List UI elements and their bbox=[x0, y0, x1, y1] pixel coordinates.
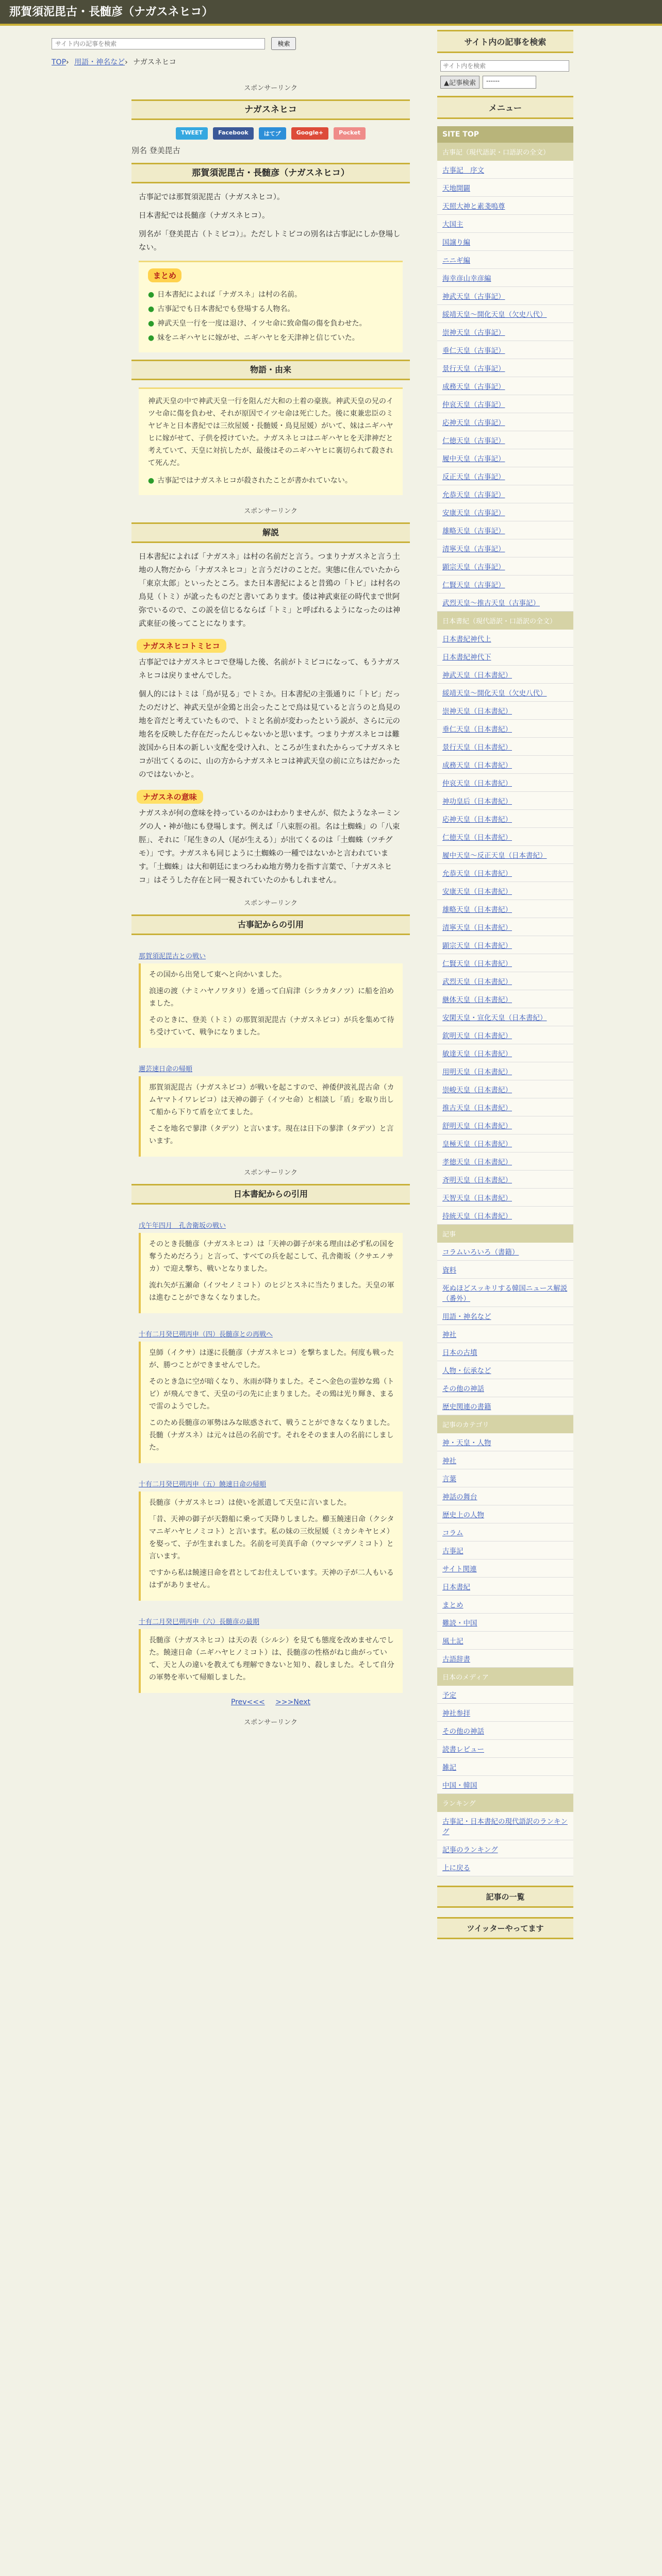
sidebar-item bbox=[437, 756, 573, 774]
prev-link[interactable]: Prev<<< bbox=[231, 1698, 265, 1706]
sidebar-item bbox=[437, 882, 573, 900]
sidebar-item-link[interactable]: 上に戻る bbox=[442, 1864, 470, 1872]
kaisetsu-bar: 解説 bbox=[131, 522, 410, 543]
subhead2-paragraph: ナガスネが何の意味を持っているのかはわかりませんが、似たようなネーミングの人・神が他にも登場します。例えば「八束脛の祖。名は土蜘蛛」の「八束脛」、それに「尾生きの人（尾が生える）」が出てくるのは「土蜘蛛（ツチグモ）」です。ナガスネも同じように土蜘蛛の一種ではないかと言われています。「土蜘蛛」は大和朝廷にまつろわぬ地方勢力を指す言葉で、「ナガスネヒコ」はそうした存在と同一視されていたのかもしれません。 bbox=[139, 809, 401, 885]
shoki-quote bbox=[139, 1342, 403, 1463]
sidebar-item bbox=[437, 1261, 573, 1279]
sidebar-item bbox=[437, 323, 573, 341]
sidebar-item bbox=[437, 954, 573, 972]
sidebar-item bbox=[437, 539, 573, 557]
ad-label: スポンサーリンク bbox=[244, 1719, 297, 1726]
ad-label: スポンサーリンク bbox=[244, 900, 297, 907]
sidebar-item-link[interactable]: 仲哀天皇（古事記） bbox=[442, 401, 505, 409]
sidebar-item bbox=[437, 287, 573, 305]
sidebar-item-link[interactable]: 古語辞書 bbox=[442, 1655, 470, 1664]
sidebar-item bbox=[437, 395, 573, 413]
sidebar-item-link[interactable]: 安閑天皇・宣化天皇（日本書紀） bbox=[442, 1014, 547, 1022]
sidebar-item-link[interactable]: 持統天皇（日本書紀） bbox=[442, 1212, 512, 1221]
shoki-quote bbox=[139, 1629, 403, 1693]
sidebar-item bbox=[437, 1433, 573, 1451]
summary-text: 古事記でも日本書紀でも登場する人物名。 bbox=[157, 305, 295, 313]
sidebar-item-link[interactable]: 舒明天皇（日本書紀） bbox=[442, 1122, 512, 1130]
sidebar-item-link[interactable]: 日本書紀神代上 bbox=[442, 635, 491, 643]
sidebar-item bbox=[437, 215, 573, 233]
sidebar-item-link[interactable]: コラムいろいろ（書籍） bbox=[442, 1248, 519, 1257]
origin-bar: 物語・由来 bbox=[131, 360, 410, 380]
sidebar-item-link[interactable]: 雄略天皇（古事記） bbox=[442, 527, 505, 535]
kojiki-quote-link[interactable]: 那賀須泥毘古との戦い bbox=[139, 953, 206, 960]
sidebar-item-link[interactable]: その他の神話 bbox=[442, 1385, 484, 1393]
sidebar-item bbox=[437, 251, 573, 269]
sidebar-item-link[interactable]: 仁徳天皇（古事記） bbox=[442, 437, 505, 445]
origin-bullet-text: 古事記ではナガスネヒコが殺されたことが書かれていない。 bbox=[157, 477, 352, 485]
sidebar-item-link[interactable]: 武烈天皇（日本書紀） bbox=[442, 978, 512, 986]
site-title: 那賀須泥毘古・長髄彦（ナガスネヒコ） bbox=[9, 6, 213, 19]
quote-paragraph: このため長髄彦の軍勢はみな眩惑されて、戦うことができなくなりました。長髄（ナガスネ）は元々は邑の名前です。それをそのまま人の名前にしました。 bbox=[149, 1419, 394, 1452]
menu-title: メニュー bbox=[437, 96, 573, 119]
sidebar-item bbox=[437, 1134, 573, 1153]
sidebar-item bbox=[437, 792, 573, 810]
ad-label: スポンサーリンク bbox=[244, 84, 297, 92]
sidebar-item-link[interactable]: 成務天皇（古事記） bbox=[442, 383, 505, 391]
sidebar-item bbox=[437, 1397, 573, 1415]
origin-text: 神武天皇の中で神武天皇一行を阻んだ大和の土着の豪族。神武天皇の兄のイツセ命に傷を負わせ、それが原因でイツセ命は死亡した。後に東兼忠臣のミヤビキと日本書紀では三炊屋媛・長髄媛・鳥見屋媛）がいて、妹はニギハヤヒに嫁がせて、子供を授けていた。ナガスネヒコはニギハヤヒを天津神だと考えていて、天皇に対抗したが、最後はそのニギハヤヒに裏切られて殺されて死んだ。 bbox=[148, 397, 393, 467]
quote-paragraph: 長髄彦（ナガスネヒコ）は使いを派遣して天皇に言いました。 bbox=[149, 1499, 351, 1507]
quote-paragraph: その国から出発して東へと向かいました。 bbox=[149, 971, 286, 979]
sidebar-item bbox=[437, 936, 573, 954]
subhead1-paragraph: 古事記ではナガスネヒコで登場した後、名前がトミビコになって、もうナガスネヒコは戻りませんでした。 bbox=[139, 658, 400, 680]
sidebar-item bbox=[437, 1451, 573, 1469]
origin-bullet bbox=[148, 474, 393, 487]
intro-text bbox=[131, 191, 410, 255]
sidebar-item bbox=[437, 810, 573, 828]
quote-paragraph: そのとき急に空が暗くなり、氷雨が降りました。そこへ金色の霊妙な鵄（トビ）が飛んできて、天皇の弓の先に止まりました。その鵄は光り輝き、まるで雷のようでした。 bbox=[149, 1378, 394, 1411]
intro-line: 日本書紀では長髄彦（ナガスネヒコ）。 bbox=[139, 212, 270, 220]
sidebar-item-link[interactable]: 神武天皇（日本書紀） bbox=[442, 671, 512, 680]
quote-paragraph: 浪速の渡（ナミハヤノワタリ）を通って白肩津（シラカタノツ）に船を泊めました。 bbox=[149, 987, 394, 1008]
quote-paragraph: 流れ矢が五瀬命（イツセノミコト）のヒジとスネに当たりました。天皇の軍は進むことができなくなりました。 bbox=[149, 1281, 394, 1302]
sidebar-item bbox=[437, 1858, 573, 1876]
sidebar-item bbox=[437, 413, 573, 431]
breadcrumb-top[interactable]: TOP bbox=[52, 58, 67, 66]
bullet-icon: ● bbox=[148, 477, 155, 485]
article-search-button[interactable]: ▲記事検索 bbox=[440, 76, 479, 89]
sidebar-item bbox=[437, 1153, 573, 1171]
kojiki-quote-link[interactable]: 邇芸速日命の帰順 bbox=[139, 1065, 193, 1073]
sidebar-item bbox=[437, 864, 573, 882]
sidebar-item-link[interactable]: 崇峻天皇（日本書紀） bbox=[442, 1086, 512, 1094]
sidebar-item bbox=[437, 702, 573, 720]
sidebar-item-link[interactable]: 垂仁天皇（古事記） bbox=[442, 347, 505, 355]
sidebar-item-link[interactable]: 推古天皇（日本書紀） bbox=[442, 1104, 512, 1112]
bullet-icon: ● bbox=[148, 319, 155, 328]
sidebar-item-link[interactable]: 仁賢天皇（古事記） bbox=[442, 581, 505, 589]
sidebar-item-link[interactable]: 天照大神と素戔嗚尊 bbox=[442, 202, 505, 211]
sidebar-item bbox=[437, 179, 573, 197]
sidebar-item-link[interactable]: 神・天皇・人物 bbox=[442, 1439, 491, 1447]
sidebar-item-link[interactable]: 神武天皇（古事記） bbox=[442, 293, 505, 301]
sidebar-item bbox=[437, 503, 573, 521]
google-plus-button[interactable]: Google+ bbox=[291, 127, 328, 140]
summary-item bbox=[148, 317, 393, 330]
quote-link bbox=[139, 1479, 403, 1488]
sidebar-item bbox=[437, 377, 573, 395]
top-bar bbox=[0, 0, 662, 26]
sidebar-item bbox=[437, 1026, 573, 1044]
subhead1-text bbox=[131, 656, 410, 782]
sidebar-item bbox=[437, 1062, 573, 1080]
quote-link bbox=[139, 1063, 403, 1073]
intro-line: 古事記では那賀須泥毘古（ナガスネヒコ）。 bbox=[139, 193, 285, 201]
sidebar-item-link[interactable]: 人物・伝承など bbox=[442, 1367, 491, 1375]
shoki-quote-link[interactable]: 十有二月癸巳朔丙申（五）饒速日命の帰順 bbox=[139, 1481, 267, 1488]
sidebar-item bbox=[437, 1243, 573, 1261]
quote-link bbox=[139, 951, 403, 960]
breadcrumb-current: ナガスネヒコ bbox=[133, 58, 176, 66]
sidebar-item-link[interactable]: 反正天皇（古事記） bbox=[442, 473, 505, 481]
sidebar-section-sub: 日本書紀（現代語訳・口語訳の全文） bbox=[437, 612, 573, 630]
top-search-button[interactable]: 検索 bbox=[271, 37, 296, 50]
sidebar-item bbox=[437, 648, 573, 666]
sidebar-item bbox=[437, 630, 573, 648]
sidebar-section-sub: 記事のカテゴリ bbox=[437, 1415, 573, 1433]
breadcrumb-separator: › bbox=[125, 58, 128, 66]
quote-link bbox=[139, 1329, 403, 1338]
sidebar-item-link[interactable]: 予定 bbox=[442, 1691, 456, 1700]
sidebar-item bbox=[437, 1704, 573, 1722]
sidebar-item-link[interactable]: 安康天皇（日本書紀） bbox=[442, 888, 512, 896]
sidebar-item-link[interactable]: 綏靖天皇〜開化天皇（欠史八代） bbox=[442, 311, 547, 319]
sidebar-item-link[interactable]: 武烈天皇〜推古天皇（古事記） bbox=[442, 599, 540, 607]
sidebar-item bbox=[437, 1325, 573, 1343]
sidebar-item-link[interactable]: 垂仁天皇（日本書紀） bbox=[442, 725, 512, 734]
name-bar: 那賀須泥毘古・長髄彦（ナガスネヒコ） bbox=[131, 163, 410, 183]
sidebar-item-link[interactable]: 日本書紀 bbox=[442, 1583, 470, 1591]
category-select[interactable]: ------ bbox=[483, 76, 536, 89]
sns-row-top bbox=[131, 127, 410, 140]
sidebar-item-link[interactable]: 神社参拝 bbox=[442, 1709, 470, 1718]
origin-box bbox=[139, 387, 403, 495]
sidebar-item bbox=[437, 1650, 573, 1668]
sidebar-item bbox=[437, 720, 573, 738]
sidebar-item bbox=[437, 1722, 573, 1740]
sidebar-item bbox=[437, 972, 573, 990]
summary-item bbox=[148, 289, 393, 301]
subhead2-text bbox=[131, 807, 410, 887]
sidebar-item-link[interactable]: 資料 bbox=[442, 1266, 456, 1275]
summary-label: まとめ bbox=[148, 268, 181, 282]
shoki-quote-link[interactable]: 十有二月癸巳朔丙申（四）長髄彦との再戦へ bbox=[139, 1331, 273, 1338]
article-list-button[interactable]: 記事の一覧 bbox=[437, 1886, 573, 1908]
summary-text: 日本書紀によれば「ナガスネ」は村の名前。 bbox=[157, 291, 302, 299]
sidebar-item bbox=[437, 684, 573, 702]
sidebar-item bbox=[437, 1171, 573, 1189]
sidebar-item-link[interactable]: 履中天皇（古事記） bbox=[442, 455, 505, 463]
sidebar-item bbox=[437, 1541, 573, 1560]
sidebar-item-link[interactable]: サイト関連 bbox=[442, 1565, 477, 1573]
sidebar-item-link[interactable]: 雄略天皇（日本書紀） bbox=[442, 906, 512, 914]
sidebar-item bbox=[437, 1279, 573, 1307]
sidebar-item-link[interactable]: 成務天皇（日本書紀） bbox=[442, 761, 512, 770]
sidebar-item-link[interactable]: 日本の古墳 bbox=[442, 1349, 477, 1357]
sidebar-item bbox=[437, 1379, 573, 1397]
sidebar-item-link[interactable]: 景行天皇（古事記） bbox=[442, 365, 505, 373]
sidebar-item-link[interactable]: 難読・中国 bbox=[442, 1619, 477, 1628]
subhead-tomibiko: ナガスネヒコトミヒコ bbox=[137, 639, 226, 653]
sidebar-section-sub: 日本のメディア bbox=[437, 1668, 573, 1686]
summary-text: 神武天皇一行を一度は退け、イツセ命に致命傷の傷を負わせた。 bbox=[157, 319, 367, 328]
sidebar-search-controls bbox=[440, 76, 570, 89]
shoki-quote bbox=[139, 1233, 403, 1313]
quote-paragraph: ですから私は饒速日命を君としてお仕えしています。天神の子が二人もいるはずがありません。 bbox=[149, 1569, 394, 1589]
sidebar-item bbox=[437, 1632, 573, 1650]
sidebar-item-link[interactable]: 仁賢天皇（日本書紀） bbox=[442, 960, 512, 968]
sidebar-item-link[interactable]: 死ぬほどスッキリする韓国ニュース解説（番外） bbox=[442, 1284, 568, 1303]
sidebar bbox=[437, 30, 573, 1942]
sidebar-item bbox=[437, 1812, 573, 1840]
sidebar-item bbox=[437, 1776, 573, 1794]
ad-label: スポンサーリンク bbox=[244, 507, 297, 515]
sidebar-item-link[interactable]: 大国主 bbox=[442, 221, 464, 229]
summary-box bbox=[139, 261, 403, 352]
sidebar-item-link[interactable]: 風土記 bbox=[442, 1637, 464, 1646]
sidebar-item-link[interactable]: 欽明天皇（日本書紀） bbox=[442, 1032, 512, 1040]
sidebar-item-link[interactable]: 清寧天皇（日本書紀） bbox=[442, 924, 512, 932]
sidebar-item-link[interactable]: 古事記 bbox=[442, 1547, 464, 1555]
sidebar-item-link[interactable]: コラム bbox=[442, 1529, 464, 1537]
sidebar-item bbox=[437, 594, 573, 612]
sidebar-item-link[interactable]: 用明天皇（日本書紀） bbox=[442, 1068, 512, 1076]
sidebar-item-link[interactable]: 斉明天皇（日本書紀） bbox=[442, 1176, 512, 1184]
sidebar-item-link[interactable]: 崇神天皇（日本書紀） bbox=[442, 707, 512, 716]
sidebar-item-link[interactable]: 歴史上の人物 bbox=[442, 1511, 484, 1519]
sidebar-item-link[interactable]: 敏達天皇（日本書紀） bbox=[442, 1050, 512, 1058]
sidebar-item-link[interactable]: 応神天皇（古事記） bbox=[442, 419, 505, 427]
shoki-quote-bar: 日本書紀からの引用 bbox=[131, 1184, 410, 1205]
pager bbox=[131, 1698, 410, 1706]
bullet-icon: ● bbox=[148, 305, 155, 313]
sidebar-item bbox=[437, 990, 573, 1008]
sidebar-item bbox=[437, 521, 573, 539]
sidebar-search-input[interactable] bbox=[440, 60, 569, 72]
sidebar-item bbox=[437, 1840, 573, 1858]
sidebar-item-link[interactable]: その他の神話 bbox=[442, 1727, 484, 1736]
sidebar-item bbox=[437, 666, 573, 684]
twitter-button[interactable]: ツイッターやってます bbox=[437, 1917, 573, 1939]
sidebar-item bbox=[437, 1686, 573, 1704]
quote-paragraph: そのとき長髄彦（ナガスネヒコ）は「天神の御子が来る理由は必ず私の国を奪うためだろう」と言って、すべての兵を起こして、孔舎衛坂（クサエノサカ）で迎え撃ち、戦いとなりました。 bbox=[149, 1240, 394, 1273]
pocket-button[interactable]: Pocket bbox=[334, 127, 366, 140]
shoki-quote-link[interactable]: 十有二月癸巳朔丙申（六）長髄彦の最期 bbox=[139, 1618, 260, 1626]
sidebar-item-link[interactable]: 允恭天皇（日本書紀） bbox=[442, 870, 512, 878]
hatena-button[interactable]: はてブ bbox=[259, 127, 286, 140]
sidebar-item bbox=[437, 1189, 573, 1207]
sidebar-item-link[interactable]: 言葉 bbox=[442, 1475, 456, 1483]
sidebar-item-link[interactable]: 海幸彦山幸彦編 bbox=[442, 275, 491, 283]
sidebar-item bbox=[437, 774, 573, 792]
sidebar-item-link[interactable]: 允恭天皇（古事記） bbox=[442, 491, 505, 499]
kaisetsu-text bbox=[131, 550, 410, 631]
quote-link bbox=[139, 1220, 403, 1230]
sidebar-item-link[interactable]: 神話の舞台 bbox=[442, 1493, 477, 1501]
sidebar-item bbox=[437, 1116, 573, 1134]
ad-label: スポンサーリンク bbox=[244, 1169, 297, 1177]
quote-paragraph: そのときに、登美（トミ）の那賀須泥毘古（ナガスネビコ）が兵を集めて待ち受けていて、戦争になりました。 bbox=[149, 1016, 394, 1037]
sidebar-search bbox=[437, 53, 573, 96]
sidebar-item-link[interactable]: 神社 bbox=[442, 1457, 456, 1465]
sidebar-item-link[interactable]: 応神天皇（日本書紀） bbox=[442, 816, 512, 824]
sidebar-item-link[interactable]: 仁徳天皇（日本書紀） bbox=[442, 834, 512, 842]
sidebar-item bbox=[437, 1080, 573, 1098]
breadcrumb-category[interactable]: 用語・神名など bbox=[74, 58, 125, 66]
sidebar-item bbox=[437, 449, 573, 467]
breadcrumb-separator: › bbox=[66, 58, 69, 66]
sidebar-item-link[interactable]: 崇神天皇（古事記） bbox=[442, 329, 505, 337]
bullet-icon: ● bbox=[148, 334, 155, 342]
sidebar-item bbox=[437, 359, 573, 377]
sidebar-item bbox=[437, 557, 573, 575]
sidebar-item-link[interactable]: 用語・神名など bbox=[442, 1313, 491, 1321]
sidebar-item bbox=[437, 269, 573, 287]
sidebar-item bbox=[437, 575, 573, 594]
breadcrumb bbox=[52, 57, 179, 67]
sidebar-item bbox=[437, 1469, 573, 1487]
sidebar-item bbox=[437, 738, 573, 756]
sidebar-item bbox=[437, 918, 573, 936]
sidebar-item bbox=[437, 233, 573, 251]
sidebar-item-link[interactable]: 古事記 序文 bbox=[442, 166, 484, 175]
sidebar-item-link[interactable]: 仲哀天皇（日本書紀） bbox=[442, 779, 512, 788]
quote-paragraph: 長髄彦（ナガスネヒコ）は天の表（シルシ）を見ても態度を改めませんでした。饒速日命（ニギハヤヒノミコト）は、長髄彦の性格がねじ曲がっていて、天と人の違いを教えても理解できないと知り、殺しました。そして自分の軍勢を率いて帰順しました。 bbox=[149, 1636, 394, 1682]
subhead-meaning: ナガスネの意味 bbox=[137, 790, 203, 804]
sidebar-item-link[interactable]: 記事のランキング bbox=[442, 1846, 498, 1854]
sidebar-item bbox=[437, 485, 573, 503]
sidebar-item-link[interactable]: 顕宗天皇（日本書紀） bbox=[442, 942, 512, 950]
sidebar-section-sub: 記事 bbox=[437, 1225, 573, 1243]
sidebar-item-link[interactable]: 継体天皇（日本書紀） bbox=[442, 996, 512, 1004]
sidebar-item-link[interactable]: 雑記 bbox=[442, 1764, 456, 1772]
sidebar-item-link[interactable]: 綏靖天皇〜開化天皇（欠史八代） bbox=[442, 689, 547, 698]
sidebar-item bbox=[437, 1343, 573, 1361]
sidebar-item-link[interactable]: 皇極天皇（日本書紀） bbox=[442, 1140, 512, 1148]
sidebar-item bbox=[437, 828, 573, 846]
main-content bbox=[131, 72, 410, 1734]
sidebar-item-link[interactable]: 神功皇后（日本書紀） bbox=[442, 798, 512, 806]
sidebar-item bbox=[437, 1505, 573, 1523]
sidebar-section-head[interactable]: SITE TOP bbox=[437, 126, 573, 143]
shoki-quote-link[interactable]: 戊午年四月 孔舎衛坂の戦い bbox=[139, 1222, 226, 1230]
summary-item bbox=[148, 332, 393, 344]
sidebar-item-link[interactable]: 日本書紀神代下 bbox=[442, 653, 491, 662]
sidebar-item-link[interactable]: 歴史関連の書籍 bbox=[442, 1403, 491, 1411]
intro-line: 別名が「登美毘古（トミビコ）」。ただしトミビコの別名は古事記にしか登場しない。 bbox=[139, 230, 401, 252]
sidebar-section-sub: 古事記（現代語訳・口語訳の全文） bbox=[437, 143, 573, 161]
sidebar-item bbox=[437, 846, 573, 864]
facebook-button[interactable]: Facebook bbox=[213, 127, 254, 140]
kaisetsu-paragraph: 日本書紀によれば「ナガスネ」は村の名前だと言う。つまりナガスネと言う土地の人物だから「ナガスネヒコ」と言うだけのことだ。実態に住んでいたから「東京太郎」といったところ。また日本書紀によると昔鵄の「トビ」は村名の鳥見（トミ）が訛ったものだと書いてあります。倭は神武東征の時代まで世阿弥でいるので、この説を信じるならば「トミ」と呼ばれるようになったのは神武東征の後ってことになります。 bbox=[139, 553, 401, 628]
sidebar-item-link[interactable]: 顕宗天皇（古事記） bbox=[442, 563, 505, 571]
sidebar-item-link[interactable]: 天智天皇（日本書紀） bbox=[442, 1194, 512, 1202]
sidebar-item bbox=[437, 161, 573, 179]
sidebar-search-title: サイト内の記事を検索 bbox=[437, 30, 573, 53]
sidebar-item bbox=[437, 467, 573, 485]
sidebar-item-link[interactable]: 安康天皇（古事記） bbox=[442, 509, 505, 517]
sidebar-item bbox=[437, 1008, 573, 1026]
sidebar-item bbox=[437, 1523, 573, 1541]
alias-label: 別名 登美毘古 bbox=[131, 146, 180, 155]
summary-text: 妹をニギハヤヒに嫁がせ、ニギハヤヒを天津神と信じていた。 bbox=[157, 334, 359, 342]
sidebar-item bbox=[437, 900, 573, 918]
top-search-input[interactable] bbox=[52, 38, 265, 49]
next-link[interactable]: >>>Next bbox=[275, 1698, 310, 1706]
sidebar-item bbox=[437, 341, 573, 359]
sidebar-item bbox=[437, 1758, 573, 1776]
sidebar-item-link[interactable]: 神社 bbox=[442, 1331, 456, 1339]
sidebar-item bbox=[437, 197, 573, 215]
sidebar-item bbox=[437, 1044, 573, 1062]
shoki-quote bbox=[139, 1492, 403, 1601]
sidebar-item bbox=[437, 1740, 573, 1758]
sidebar-item-link[interactable]: 古事記・日本書紀の現代語訳のランキング bbox=[442, 1818, 568, 1836]
subhead1-paragraph: 個人的にはトミは「鳥が見る」でトミか。日本書紀の主張通りに「トビ」だったのだけど、神武天皇が金鵄と出会ったことで鳥は見ていると言うのと鳥見の地を音だと考えていたもので、トミと名前が変わったという説が、さらに元の地名を反映した存在だったんじゃないかと思います。つまりナガスネヒコは難波国から日本の新しい支配を受け入れ、ところが生まれたからってナガスネヒコが出てくるのに、山の方からナガスネヒコは神武天皇の前に立ちはだかったのではないかと。 bbox=[139, 690, 401, 779]
tweet-button[interactable]: TWEET bbox=[176, 127, 208, 140]
sidebar-section-sub: ランキング bbox=[437, 1794, 573, 1812]
sidebar-sections bbox=[437, 126, 573, 1876]
sidebar-item-link[interactable]: 孝徳天皇（日本書紀） bbox=[442, 1158, 512, 1166]
sidebar-item bbox=[437, 1361, 573, 1379]
quote-paragraph: 皇師（イクサ）は遂に長髄彦（ナガスネヒコ）を撃ちました。何度も戦ったが、勝つことができませんでした。 bbox=[149, 1349, 394, 1369]
kojiki-quote-bar: 古事記からの引用 bbox=[131, 914, 410, 935]
kojiki-quote bbox=[139, 963, 403, 1048]
quote-paragraph: 「昔、天神の御子が天磐船に乗って天降りしました。櫛玉饒速日命（クシタマニギハヤヒノミコト）と言います。私の妹の三炊屋媛（ミカシキヤヒメ）を娶って、子が生まれました。名前を可美真手命（ウマシマデノミコト）と言います。 bbox=[149, 1515, 394, 1561]
kojiki-quote bbox=[139, 1076, 403, 1157]
sidebar-item bbox=[437, 1560, 573, 1578]
sidebar-item-link[interactable]: 中国・韓国 bbox=[442, 1782, 477, 1790]
sidebar-item bbox=[437, 1207, 573, 1225]
sidebar-item-link[interactable]: 清寧天皇（古事記） bbox=[442, 545, 505, 553]
sidebar-item-link[interactable]: まとめ bbox=[442, 1601, 464, 1609]
sidebar-item bbox=[437, 1487, 573, 1505]
sidebar-item bbox=[437, 1596, 573, 1614]
sidebar-item bbox=[437, 1307, 573, 1325]
quote-paragraph: 那賀須泥毘古（ナガスネビコ）が戦いを起こすので、神倭伊波礼毘古命（カムヤマトイワレビコ）は天神の御子（イツセ命）と相談し「盾」を取り出して船から下りて盾を立てました。 bbox=[149, 1083, 394, 1116]
sidebar-item-link[interactable]: 景行天皇（日本書紀） bbox=[442, 743, 512, 752]
sidebar-item-link[interactable]: 天地開闢 bbox=[442, 184, 470, 193]
sidebar-item bbox=[437, 1578, 573, 1596]
page-title: ナガスネヒコ bbox=[131, 99, 410, 120]
sidebar-item-link[interactable]: 履中天皇〜反正天皇（日本書紀） bbox=[442, 852, 547, 860]
sidebar-item-link[interactable]: ニニギ編 bbox=[442, 257, 470, 265]
sidebar-item bbox=[437, 1614, 573, 1632]
quote-link bbox=[139, 1616, 403, 1626]
bullet-icon: ● bbox=[148, 291, 155, 299]
sidebar-item-link[interactable]: 国譲り編 bbox=[442, 239, 470, 247]
sidebar-item bbox=[437, 1098, 573, 1116]
sidebar-item-link[interactable]: 読書レビュー bbox=[442, 1745, 484, 1754]
sidebar-item bbox=[437, 305, 573, 323]
top-search bbox=[52, 37, 296, 50]
summary-item bbox=[148, 303, 393, 315]
sidebar-item bbox=[437, 431, 573, 449]
quote-paragraph: そこを地名で蓼津（タデツ）と言います。現在は日下の蓼津（タデツ）と言います。 bbox=[149, 1125, 394, 1145]
